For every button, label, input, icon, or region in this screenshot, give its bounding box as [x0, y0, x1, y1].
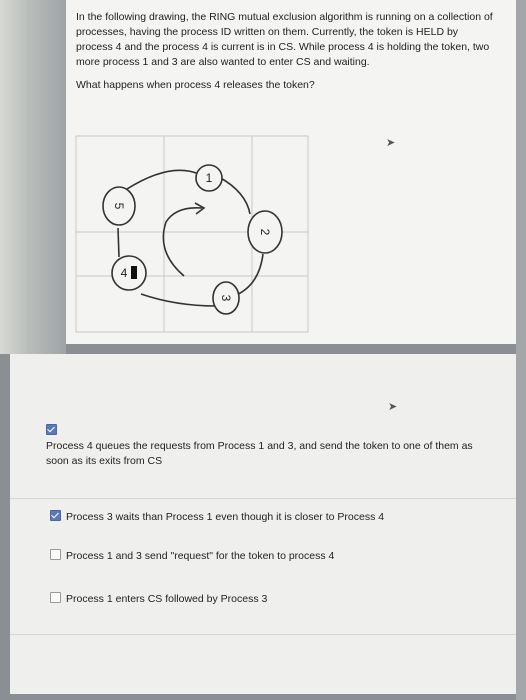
process-label-1: 1: [205, 171, 213, 185]
cursor-icon: ➤: [386, 137, 396, 149]
ring-link-3-4: [141, 294, 216, 306]
checkbox-icon[interactable]: [50, 592, 61, 603]
process-node-3: [213, 282, 239, 314]
process-node-1: [196, 165, 222, 191]
token-icon: [131, 266, 137, 279]
process-node-5: [103, 187, 135, 225]
answer-option-2-text: Process 3 waits than Process 1 even though it is closer to Process 4: [66, 511, 385, 523]
photo-edge-left: [0, 0, 66, 354]
ring-link-5-1: [127, 170, 199, 189]
process-node-4: [112, 256, 146, 290]
answer-option-1-text: Process 4 queues the requests from Process 1 and 3, and send the token to one of them as soon as its exits from CS: [46, 440, 473, 467]
process-label-2: 2: [258, 228, 272, 236]
answer-option-4[interactable]: [50, 592, 490, 607]
cursor-icon: ➤: [388, 401, 398, 413]
question-ask: What happens when process 4 releases the token?: [76, 79, 315, 91]
ring-link-2-3: [234, 254, 263, 296]
checkbox-icon[interactable]: [50, 510, 61, 521]
direction-arc: [163, 208, 202, 276]
answer-option-1[interactable]: [46, 424, 496, 469]
ring-link-4-5: [118, 228, 119, 257]
process-label-3: 3: [219, 294, 233, 302]
divider: [10, 634, 516, 635]
photo-edge-right: [516, 0, 526, 700]
ring-link-1-2: [219, 177, 250, 214]
answers-panel: [10, 354, 516, 694]
process-label-5: 5: [112, 202, 126, 210]
answer-option-4-text: Process 1 enters CS followed by Process 3: [66, 593, 268, 605]
divider: [10, 498, 516, 499]
answer-option-2[interactable]: [50, 510, 490, 525]
question-text: In the following drawing, the RING mutual exclusion algorithm is running on a collection of processes, having the process ID written on them. Currently, the token is HELD by process 4 and the process 4 is current is in CS. While process 4 is holding the token, two more process 1 and 3 are also wanted to enter CS and waiting.: [76, 11, 493, 68]
ring-diagram: [66, 128, 326, 338]
process-node-2: [248, 211, 282, 253]
process-label-4: 4: [120, 266, 128, 280]
checkbox-icon[interactable]: [46, 424, 57, 435]
question-text-block: [76, 10, 496, 93]
answer-option-3-text: Process 1 and 3 send "request" for the token to process 4: [66, 550, 335, 562]
checkbox-icon[interactable]: [50, 549, 61, 560]
answer-option-3[interactable]: [50, 549, 490, 564]
question-panel: [66, 0, 516, 344]
